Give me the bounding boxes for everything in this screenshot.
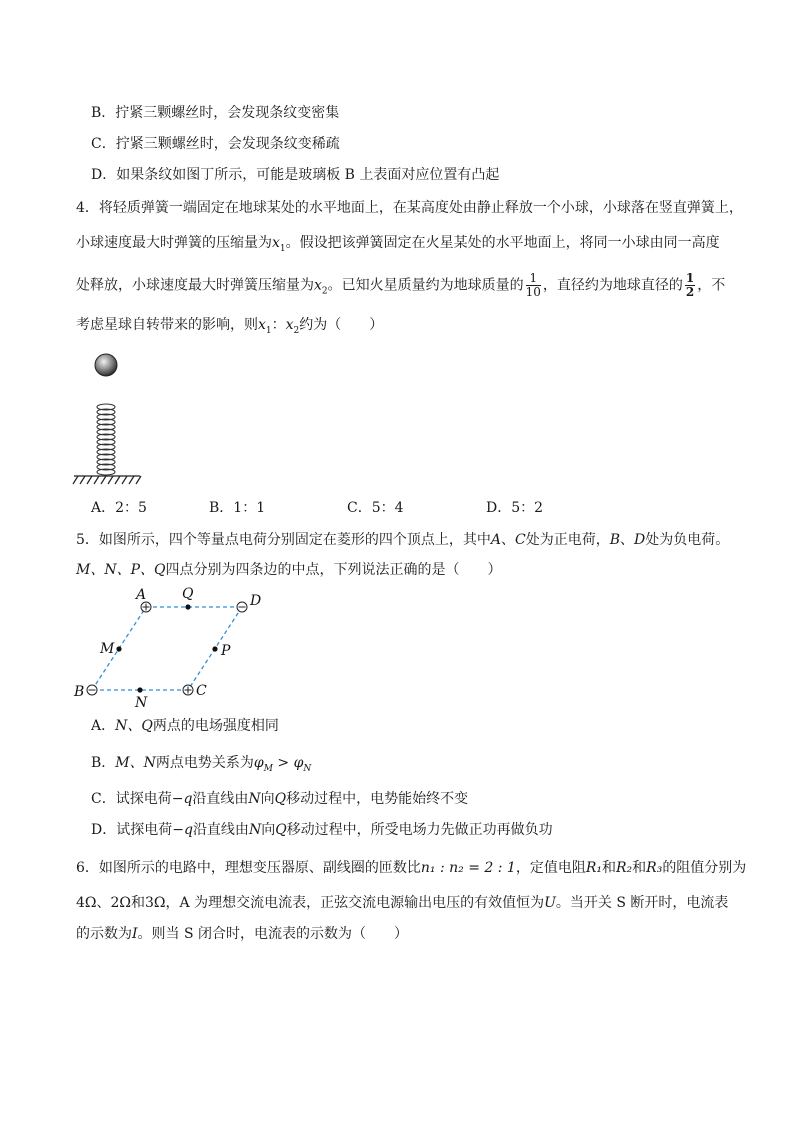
q5-line2: M、N、P、Q四点分别为四条边的中点，下列说法正确的是（ ） [76,562,502,578]
q4-choice-d[interactable]: D．5：2 [486,500,544,516]
point-q-dot [185,604,190,609]
label-m: M [100,641,115,657]
ground-icon [73,476,141,484]
label-d: D [250,593,262,609]
charge-b-negative-icon [87,685,97,695]
q5-option-a[interactable]: A．N、Q两点的电场强度相同 [91,718,279,734]
q4-line3: 处释放，小球速度最大时弹簧压缩量为$x_2$。已知火星质量约为地球质量的 $\frac{1}{10}$ ，直径约为地球直径的 $\frac{1}{2}$ ，不 [76,271,726,299]
label-p: P [221,643,231,659]
q4-choice-a[interactable]: A．2：5 [91,500,147,516]
rhombus-charges-figure [70,585,270,710]
fraction-one-tenth: $\frac{1}{10}$ [525,271,541,299]
charge-a-positive-icon [141,602,151,612]
q6-line1: 6．如图所示的电路中，理想变压器原、副线圈的匝数比n₁ : n₂ = 2 : 1，定值电阻R₁和R₂和R₃的阻值分别为 [76,860,747,876]
q4-line1: 4．将轻质弹簧一端固定在地球某处的水平地面上，在某高度处由静止释放一个小球，小球落在竖直弹簧上， [76,200,743,216]
q6-line3: 的示数为I。则当 S 闭合时，电流表的示数为（ ） [76,926,409,942]
point-p-dot [212,646,217,651]
label-c: C [196,683,207,699]
label-q: Q [182,586,194,602]
point-m-dot [116,646,121,651]
spring-icon [97,404,115,475]
charge-c-positive-icon [183,685,193,695]
q3-option-d: D．如果条纹如图丁所示，可能是玻璃板 B 上表面对应位置有凸起 [91,167,500,183]
q5-line1: 5．如图所示，四个等量点电荷分别固定在菱形的四个顶点上，其中A、C处为正电荷，B、D处为负电荷。 [76,532,730,548]
ball-spring-figure [70,345,150,490]
q5-option-b[interactable]: B．M、N两点电势关系为$\varphi_M > \varphi_N$ [91,755,312,774]
label-a: A [136,587,147,603]
q5-option-c[interactable]: C．试探电荷−q沿直线由N向Q移动过程中，电势能始终不变 [91,791,469,807]
q3-option-c: C．拧紧三颗螺丝时，会发现条纹变稀疏 [91,136,340,152]
label-n: N [135,695,148,710]
q4-line4: 考虑星球自转带来的影响，则$x_1$：$x_2$约为（ ） [76,317,384,336]
point-n-dot [137,687,142,692]
ball-icon [95,354,117,376]
label-b: B [74,684,85,700]
q3-option-b: B．拧紧三颗螺丝时，会发现条纹变密集 [91,105,340,121]
q5-option-d[interactable]: D．试探电荷−q沿直线由N向Q移动过程中，所受电场力先做正功再做负功 [91,822,553,838]
q6-line2: 4Ω、2Ω和3Ω，A 为理想交流电流表，正弦交流电源输出电压的有效值恒为U。当开关 S 断开时，电流表 [76,895,729,911]
q4-line2: 小球速度最大时弹簧的压缩量为$x_1$。假设把该弹簧固定在火星某处的水平地面上，将同一小球由同一高度 [76,235,720,254]
fraction-one-half: $\frac{1}{2}$ [685,271,695,299]
q4-choice-c[interactable]: C．5：4 [347,500,404,516]
charge-d-negative-icon [237,602,247,612]
q4-choice-b[interactable]: B．1：1 [209,500,266,516]
